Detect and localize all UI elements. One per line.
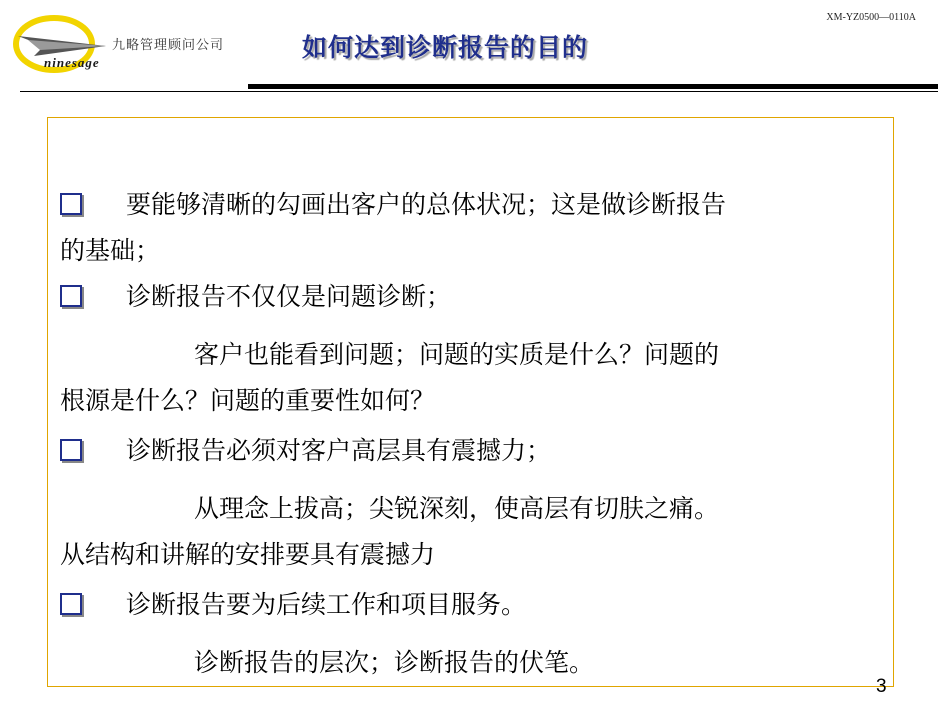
sub-paragraph: 诊断报告的层次；诊断报告的伏笔。: [194, 648, 595, 677]
sub-paragraph: 从理念上拔高；尖锐深刻，使高层有切肤之痛。 从结构和讲解的安排要具有震撼力: [60, 494, 720, 569]
sub-paragraph: 客户也能看到问题；问题的实质是什么？问题的 根源是什么？问题的重要性如何？: [60, 340, 720, 415]
header-divider-thick: [248, 84, 938, 89]
list-item: 诊断报告不仅仅是问题诊断；: [60, 272, 890, 322]
checkbox-bullet-icon: [60, 593, 82, 615]
list-item: 要能够清晰的勾画出客户的总体状况；这是做诊断报告 的基础；: [60, 190, 727, 265]
brand-name: ninesage: [44, 55, 100, 70]
checkbox-bullet-icon: [60, 285, 82, 307]
page-title: 如何达到诊断报告的目的: [302, 33, 589, 62]
document-code: XM-YZ0500—0110A: [826, 12, 916, 23]
company-name: 九略管理顾问公司: [112, 38, 225, 53]
list-item: 诊断报告要为后续工作和项目服务。: [60, 580, 890, 630]
header-divider-thin: [20, 91, 938, 92]
page-number: 3: [876, 676, 887, 697]
checkbox-bullet-icon: [60, 193, 82, 215]
list-item: 诊断报告必须对客户高层具有震撼力；: [60, 426, 890, 476]
checkbox-bullet-icon: [60, 439, 82, 461]
